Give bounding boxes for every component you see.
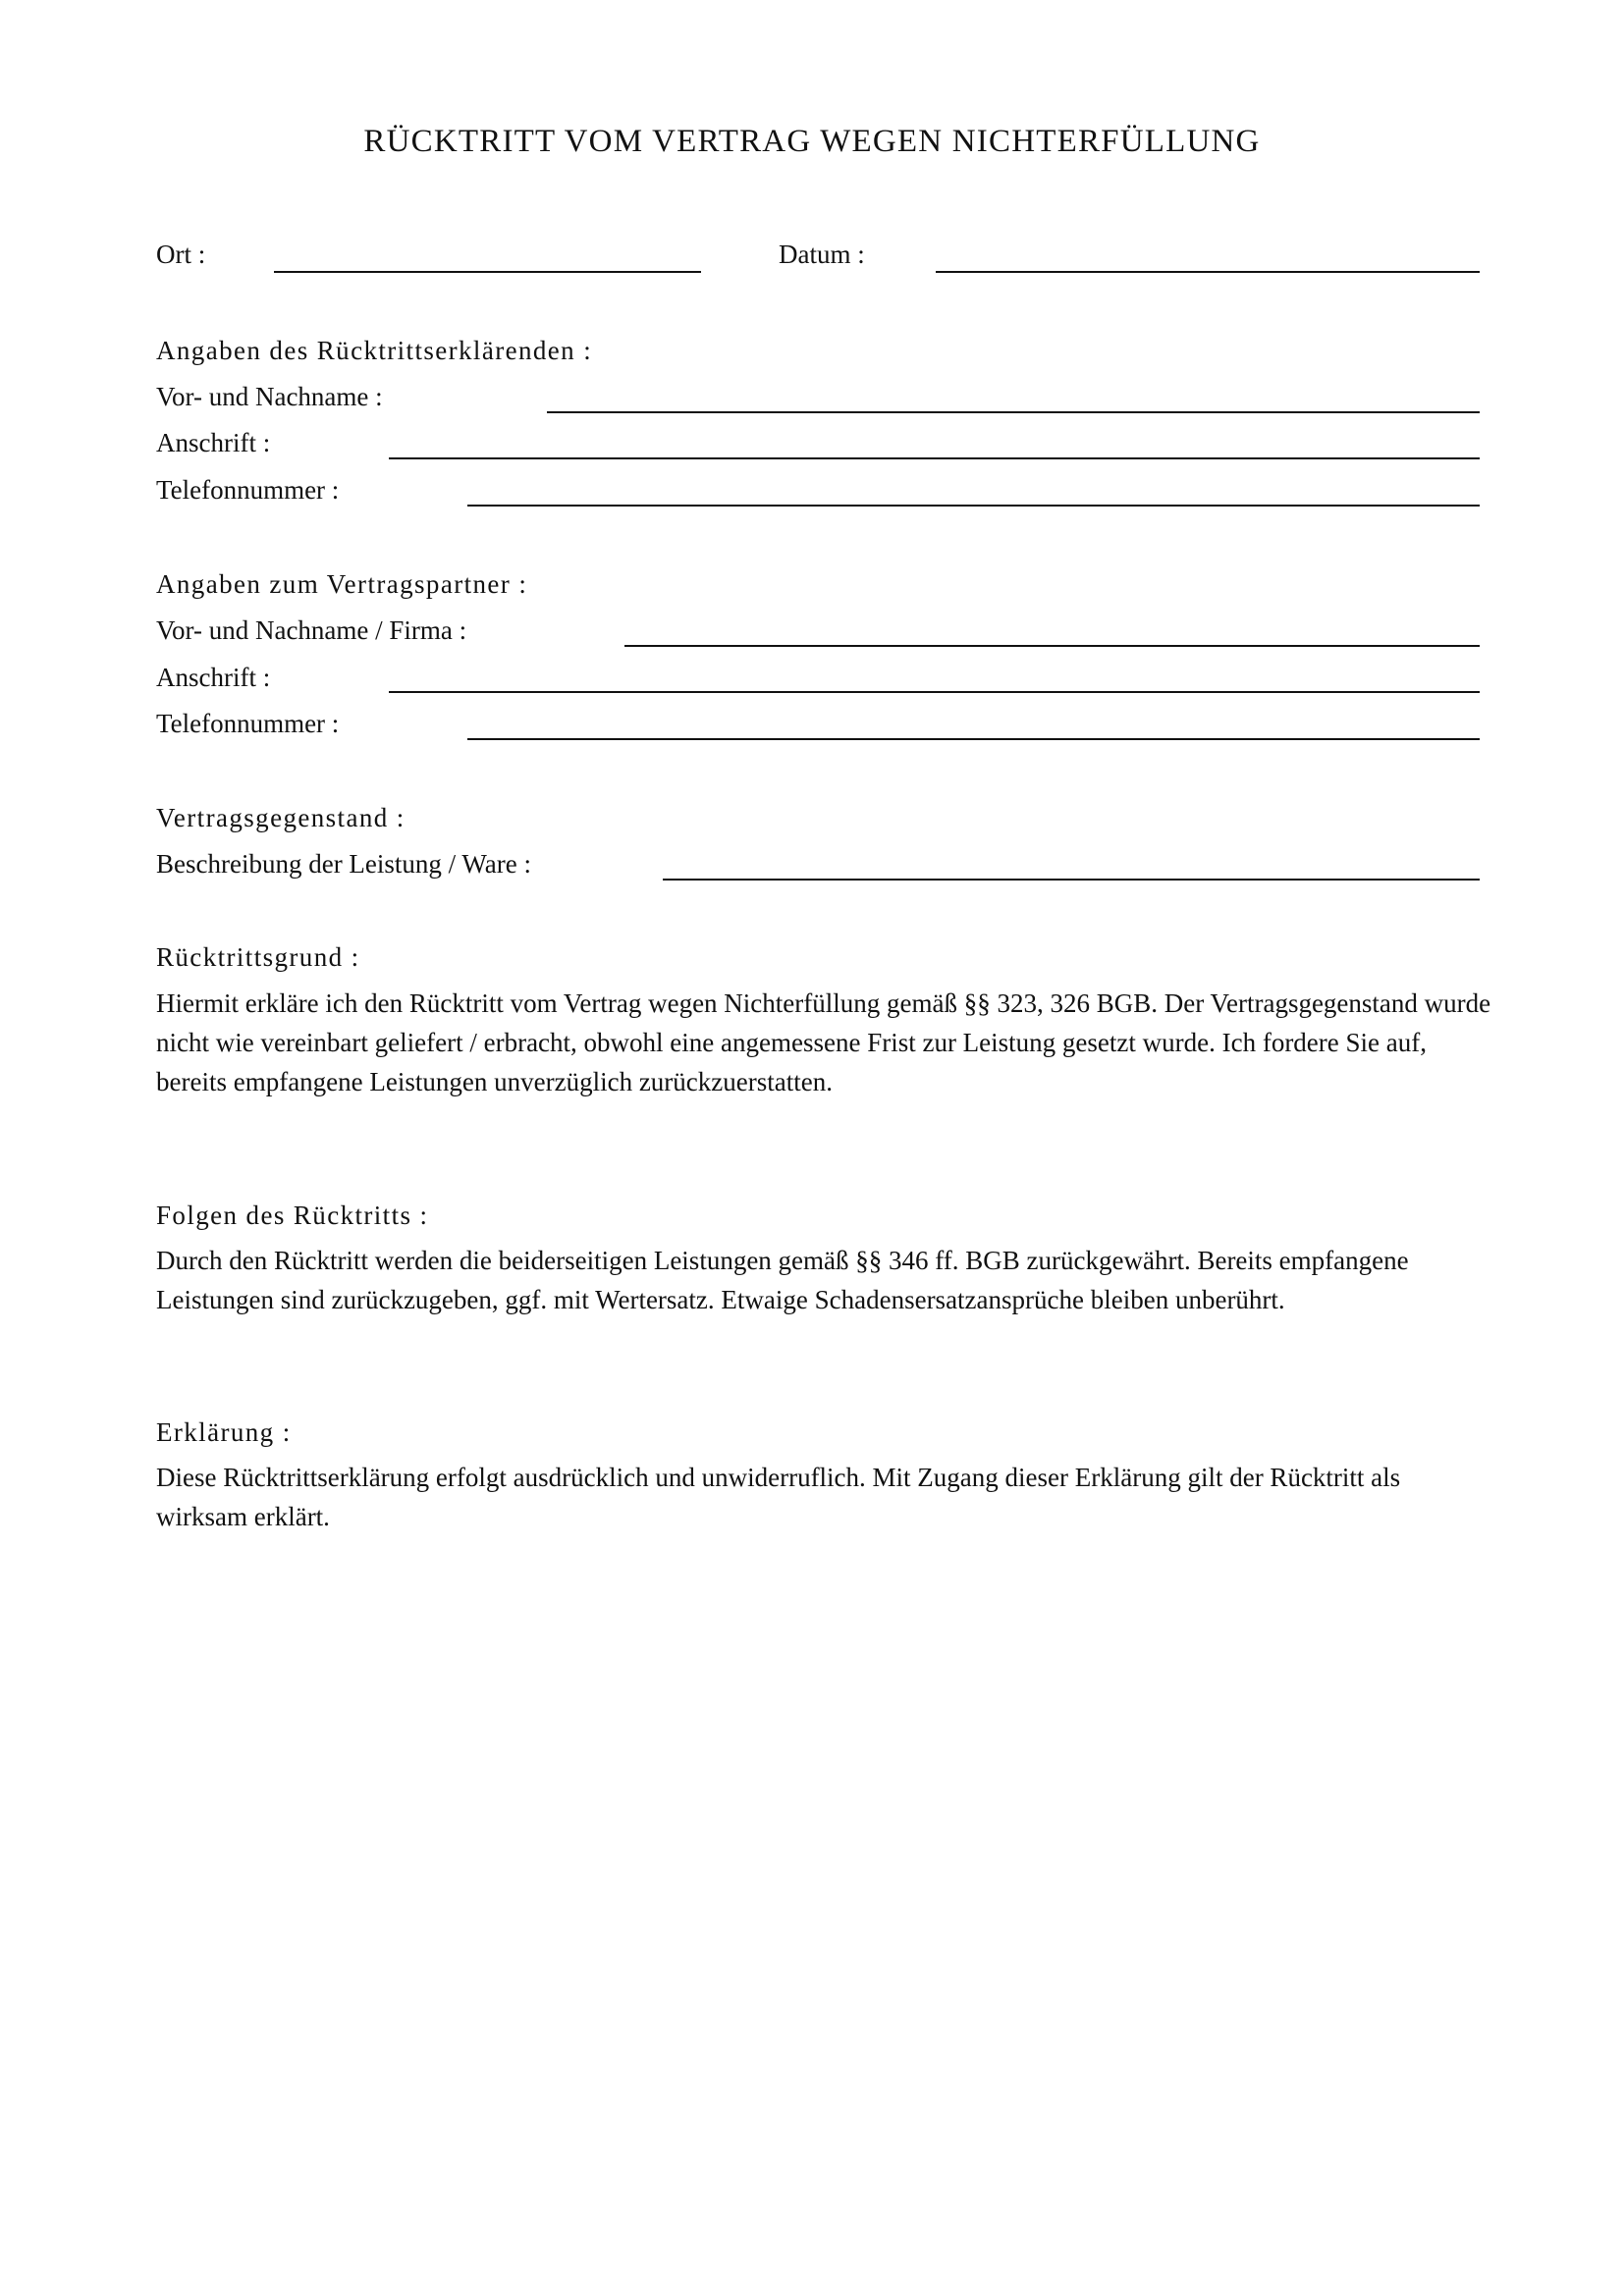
- leistung-description-label: Beschreibung der Leistung / Ware :: [156, 849, 531, 879]
- vertragspartner-heading: Angaben zum Vertragspartner :: [156, 569, 528, 599]
- erklaerung-heading: Erklärung :: [156, 1417, 292, 1447]
- vertragsgegenstand-heading: Vertragsgegenstand :: [156, 803, 406, 832]
- vertragspartner-address-field[interactable]: [389, 691, 1480, 693]
- ort-label: Ort :: [156, 240, 206, 269]
- erklaerender-address-field[interactable]: [389, 457, 1480, 459]
- erklaerender-address-label: Anschrift :: [156, 428, 271, 457]
- folgen-text: Durch den Rücktritt werden die beiderseitigen Leistungen gemäß §§ 346 ff. BGB zurückgewährt. Bereits empfangene Leistungen sind zurückzugeben, ggf. mit Wertersatz. Etwaige Schadensersatzansprüche bleiben unberührt.: [156, 1246, 1409, 1314]
- vertragspartner-address-label: Anschrift :: [156, 663, 271, 692]
- ort-field[interactable]: [274, 271, 701, 273]
- erklaerender-phone-field[interactable]: [467, 505, 1480, 507]
- vertragspartner-name-label: Vor- und Nachname / Firma :: [156, 615, 467, 645]
- erklaerender-phone-label: Telefonnummer :: [156, 475, 340, 505]
- vertragspartner-phone-label: Telefonnummer :: [156, 709, 340, 738]
- vertragspartner-name-field[interactable]: [624, 645, 1480, 647]
- datum-label: Datum :: [779, 240, 865, 269]
- leistung-description-field[interactable]: [663, 879, 1480, 881]
- datum-field[interactable]: [936, 271, 1480, 273]
- ruecktrittsgrund-text: Hiermit erkläre ich den Rücktritt vom Vertrag wegen Nichterfüllung gemäß §§ 323, 326 BGB. Der Vertragsgegenstand wurde nicht wie vereinbart geliefert / erbracht, obwohl eine angemessene Frist zur Leistung gesetzt wurde. Ich fordere Sie auf, bereits empfangene Leistungen unverzüglich zurückzuerstatten.: [156, 988, 1491, 1096]
- erklaerender-name-label: Vor- und Nachname :: [156, 382, 383, 411]
- erklaerung-text: Diese Rücktrittserklärung erfolgt ausdrücklich und unwiderruflich. Mit Zugang dieser Erklärung gilt der Rücktritt als wirksam erklärt.: [156, 1463, 1401, 1531]
- erklaerender-heading: Angaben des Rücktrittserklärenden :: [156, 336, 593, 365]
- folgen-heading: Folgen des Rücktritts :: [156, 1201, 429, 1230]
- ruecktrittsgrund-heading: Rücktrittsgrund :: [156, 942, 360, 972]
- document-title: RÜCKTRITT VOM VERTRAG WEGEN NICHTERFÜLLUNG: [363, 124, 1261, 159]
- erklaerender-name-field[interactable]: [547, 411, 1480, 413]
- vertragspartner-phone-field[interactable]: [467, 738, 1480, 740]
